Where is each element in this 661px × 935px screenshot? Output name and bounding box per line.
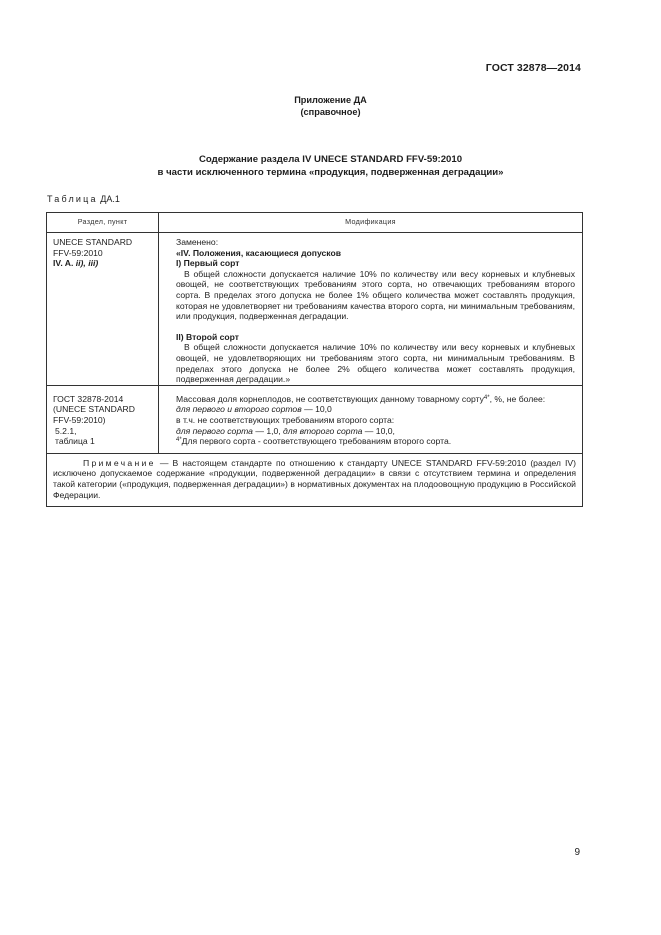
- row1-modification-cell: [159, 233, 583, 386]
- note-cell: [47, 453, 583, 506]
- first-grade-label: для первого сорта: [176, 425, 253, 436]
- row1-subclauses: ii), iii): [75, 258, 99, 269]
- footnote-line: [176, 436, 575, 447]
- row1-section-line2: FFV-59:2010: [53, 247, 103, 258]
- header-modification: Модификация: [159, 213, 583, 233]
- table-header-row: [47, 213, 583, 233]
- row2-section-line4: 5.2.1,: [55, 425, 77, 436]
- table-caption-number: ДА.1: [100, 194, 120, 204]
- row1-heading: «IV. Положения, касающиеся допусков: [176, 247, 342, 258]
- row2-section-line5: таблица 1: [55, 436, 95, 447]
- standard-designation: ГОСТ 32878—2014: [485, 62, 581, 74]
- header-section: Раздел, пункт: [47, 213, 159, 233]
- grade-values-line: [176, 426, 575, 437]
- table-row: [47, 233, 583, 386]
- page-number: 9: [574, 847, 580, 858]
- first-second-value: — 10,0: [301, 404, 332, 415]
- first-second-label: для первого и второго сортов: [176, 404, 302, 415]
- document-title: [0, 153, 661, 179]
- first-grade-value: — 1,0,: [252, 425, 284, 436]
- note-label: Примечание: [83, 457, 156, 468]
- row1-clause: IV. A.: [53, 258, 74, 269]
- mass-fraction-text: [176, 394, 575, 405]
- document-title-line2: в части исключенного термина «продукция, подверженная деградации»: [157, 167, 504, 178]
- modification-table: [46, 212, 583, 507]
- second-grade-title: II) Второй сорт: [176, 331, 240, 342]
- footnote-text: Для первого сорта - соответствующего требованиям второго сорта.: [181, 436, 452, 447]
- mass-text-after: , %, не более:: [489, 393, 546, 404]
- first-grade-title: I) Первый сорт: [176, 258, 240, 269]
- row2-modification-cell: [159, 385, 583, 453]
- table-caption: [47, 194, 120, 205]
- row2-section-cell: [47, 385, 159, 453]
- mass-text-before: Массовая доля корнеплодов, не соответствующих данному товарному сорту: [176, 393, 484, 404]
- document-title-line1: Содержание раздела IV UNECE STANDARD FFV-59:2010: [198, 154, 463, 165]
- second-grade-text: В общей сложности допускается наличие 10% по количеству или весу корневых и клубневых овощей, не удовлетворяющих ни требованиям этого сорта, ни минимальным требованиям. В пределах этого допуска не более 2% общего количества может составлять продукция, подверженная деградации.»: [176, 342, 575, 385]
- note-text: — В настоящем стандарте по отношению к стандарту UNECE STANDARD FFV-59:2010 (раздел IV) исключено допускаемое содержание «продукции, подверженной деградации» в связи с отсутствием термина и определения такой категории («продукция, подверженная деградации») в нормативных документах на плодоовощную продукцию в Российской Федерации.: [53, 457, 576, 501]
- annex-heading: [0, 94, 661, 118]
- row2-section-line2: (UNECE STANDARD: [53, 404, 135, 415]
- table-caption-label: Таблица: [47, 194, 98, 204]
- row2-section-line3: FFV-59:2010): [53, 414, 106, 425]
- table-row: [47, 385, 583, 453]
- second-grade-label: для второго сорта: [283, 425, 363, 436]
- row1-section-line1: UNECE STANDARD: [53, 237, 133, 247]
- annex-title: Приложение ДА: [294, 95, 367, 105]
- row2-section-line1: ГОСТ 32878-2014: [53, 393, 124, 404]
- footnote-mark: 4*: [176, 437, 182, 444]
- first-grade-text: В общей сложности допускается наличие 10% по количеству или весу корневых и клубневых овощей, не соответствующих требованиям этого сорта, но отвечающих требованиям второго сорта. В пределах этого допуска не более 1% общего количества может составлять продукция, которая не удовлетворяет ни требованиям качества второго сорта, ни минимальным требованиям, или продукция, подверженная деградации.: [176, 268, 575, 322]
- second-grade-value: — 10,0,: [362, 425, 395, 436]
- mass-footnote-ref: 4*: [483, 394, 490, 401]
- row1-section-cell: [47, 233, 159, 386]
- row1-replaced-label: Заменено:: [176, 237, 219, 247]
- incl-line: в т.ч. не соответствующих требованиям второго сорта:: [176, 414, 395, 425]
- table-note-row: [47, 453, 583, 506]
- annex-type: (справочное): [300, 107, 361, 117]
- first-second-grade-line: [176, 404, 575, 415]
- row1-section-line3: [53, 258, 154, 269]
